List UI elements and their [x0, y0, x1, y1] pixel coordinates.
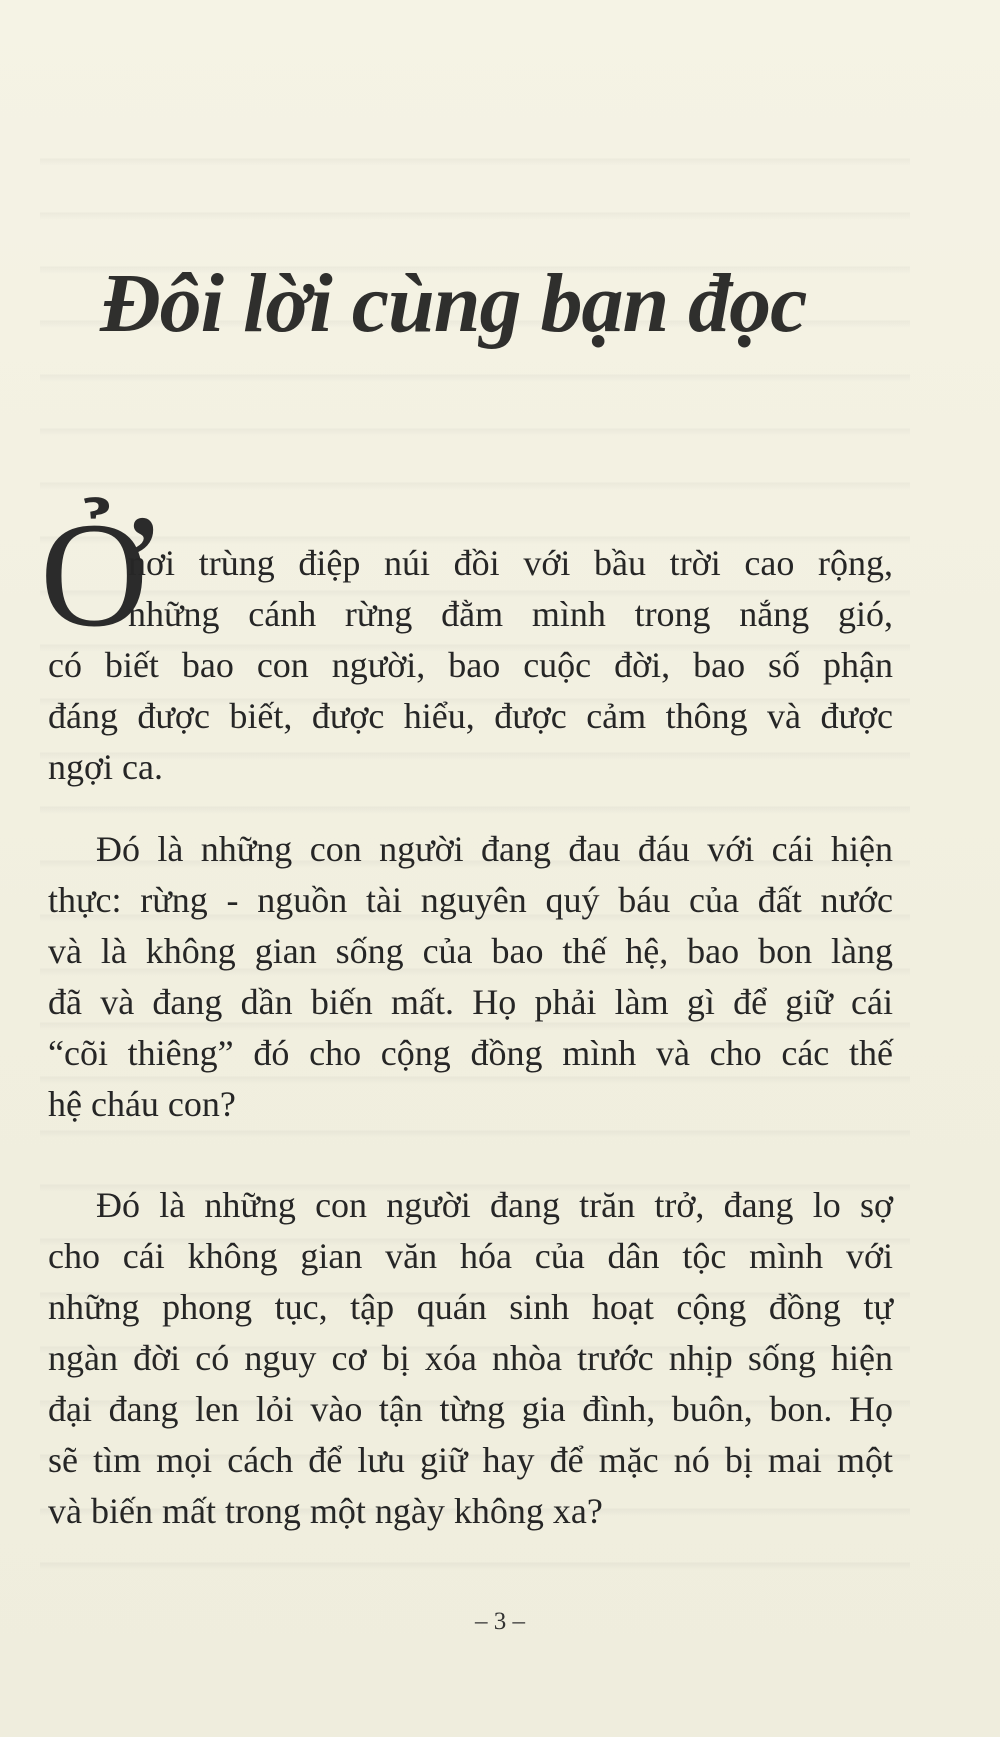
paragraph-2 [48, 824, 893, 1130]
paragraph-2-line-4: đã và đang dần biến mất. Họ phải làm gì để giữ cái [48, 982, 893, 1022]
paragraph-1-line-3: có biết bao con người, bao cuộc đời, bao số phận [48, 645, 893, 685]
paragraph-1-line-5: ngợi ca. [48, 747, 163, 787]
paragraph-2-line-1: Đó là những con người đang đau đáu với cái hiện [96, 829, 893, 869]
page-title: Đôi lời cùng bạn đọc [100, 257, 807, 350]
paragraph-3-line-5: đại đang len lỏi vào tận từng gia đình, buôn, bon. Họ [48, 1389, 893, 1429]
paragraph-2-line-2: thực: rừng - nguồn tài nguyên quý báu của đất nước [48, 880, 893, 920]
paragraph-1-line-2: những cánh rừng đằm mình trong nắng gió, [128, 594, 893, 634]
paragraph-3-line-1: Đó là những con người đang trăn trở, đang lo sợ [96, 1185, 893, 1225]
drop-cap-letter: Ở [40, 492, 149, 658]
paragraph-3-line-7: và biến mất trong một ngày không xa? [48, 1491, 603, 1531]
paragraph-3 [48, 1180, 893, 1537]
page-number: – 3 – [475, 1608, 525, 1635]
paragraph-2-line-6: hệ cháu con? [48, 1084, 236, 1124]
paragraph-3-line-3: những phong tục, tập quán sinh hoạt cộng đồng tự [48, 1287, 893, 1327]
paragraph-3-line-6: sẽ tìm mọi cách để lưu giữ hay để mặc nó bị mai một [48, 1440, 893, 1480]
paragraph-2-line-3: và là không gian sống của bao thế hệ, bao bon làng [48, 931, 893, 971]
paragraph-3-line-2: cho cái không gian văn hóa của dân tộc mình với [48, 1236, 893, 1276]
paragraph-3-line-4: ngàn đời có nguy cơ bị xóa nhòa trước nhịp sống hiện [48, 1338, 893, 1378]
paragraph-1-line-1: nơi trùng điệp núi đồi với bầu trời cao rộng, [128, 543, 893, 583]
paragraph-1 [48, 538, 893, 793]
paragraph-1-line-4: đáng được biết, được hiểu, được cảm thông và được [48, 696, 893, 736]
paragraph-2-line-5: “cõi thiêng” đó cho cộng đồng mình và cho các thế [48, 1033, 893, 1073]
